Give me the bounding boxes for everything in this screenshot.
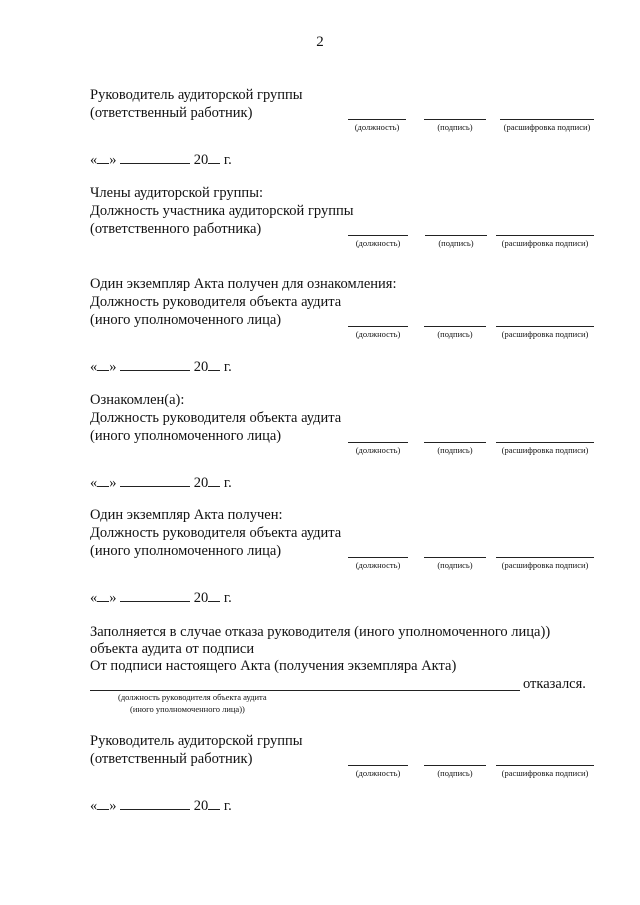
head2-line-2: (ответственный работник)	[90, 751, 253, 767]
members-line-3: (ответственного работника)	[90, 221, 262, 237]
refusal-caption-2: (иного уполномоченного лица))	[130, 704, 245, 714]
decoding-caption: (расшифровка подписи)	[496, 326, 594, 339]
members-line-2: Должность участника аудиторской группы	[90, 203, 354, 219]
decoding-caption: (расшифровка подписи)	[500, 119, 594, 132]
copy-review-line-1: Один экземпляр Акта получен для ознакомления:	[90, 276, 397, 292]
acquainted-line-3: (иного уполномоченного лица)	[90, 428, 282, 444]
page-number: 2	[316, 34, 324, 50]
refusal-caption-1: (должность руководителя объекта аудита	[118, 692, 267, 702]
signature-caption: (подпись)	[424, 557, 486, 570]
copy-received-line-1: Один экземпляр Акта получен:	[90, 507, 283, 523]
signature-caption: (подпись)	[424, 442, 486, 455]
position-caption: (должность)	[348, 119, 406, 132]
acquainted-signature-row	[0, 442, 640, 458]
signature-caption: (подпись)	[425, 235, 487, 248]
copy-review-line-3: (иного уполномоченного лица)	[90, 312, 282, 328]
head2-line-1: Руководитель аудиторской группы	[90, 733, 303, 749]
members-line-1: Члены аудиторской группы:	[90, 185, 263, 201]
copy-received-line-3: (иного уполномоченного лица)	[90, 543, 282, 559]
head1-line-1: Руководитель аудиторской группы	[90, 87, 303, 103]
signature-caption: (подпись)	[424, 326, 486, 339]
copy-review-line-2: Должность руководителя объекта аудита	[90, 294, 342, 310]
position-caption: (должность)	[348, 235, 408, 248]
acquainted-line-1: Ознакомлен(а):	[90, 392, 185, 408]
refusal-line-2: объекта аудита от подписи	[90, 641, 255, 657]
date-line-4: « » 20 г.	[90, 590, 232, 606]
decoding-caption: (расшифровка подписи)	[496, 557, 594, 570]
refusal-line-3: От подписи настоящего Акта (получения экземпляра Акта)	[90, 658, 457, 674]
position-caption: (должность)	[348, 765, 408, 778]
date-line-1: « » 20 г.	[90, 152, 232, 168]
head1-signature-row	[0, 119, 640, 135]
head2-signature-row	[0, 765, 640, 781]
position-caption: (должность)	[348, 326, 408, 339]
position-caption: (должность)	[348, 557, 408, 570]
copy-received-signature-row	[0, 557, 640, 573]
refusal-underline	[90, 690, 520, 691]
decoding-caption: (расшифровка подписи)	[496, 765, 594, 778]
position-caption: (должность)	[348, 442, 408, 455]
copy-received-line-2: Должность руководителя объекта аудита	[90, 525, 342, 541]
members-signature-row	[0, 235, 640, 251]
decoding-caption: (расшифровка подписи)	[496, 442, 594, 455]
copy-review-signature-row	[0, 326, 640, 342]
decoding-caption: (расшифровка подписи)	[496, 235, 594, 248]
signature-caption: (подпись)	[424, 119, 486, 132]
date-line-5: « » 20 г.	[90, 798, 232, 814]
date-line-3: « » 20 г.	[90, 475, 232, 491]
acquainted-line-2: Должность руководителя объекта аудита	[90, 410, 342, 426]
refused-word: отказался.	[523, 676, 586, 692]
head1-line-2: (ответственный работник)	[90, 105, 253, 121]
refusal-line-1: Заполняется в случае отказа руководителя (иного уполномоченного лица))	[90, 624, 551, 640]
signature-caption: (подпись)	[424, 765, 486, 778]
date-line-2: « » 20 г.	[90, 359, 232, 375]
